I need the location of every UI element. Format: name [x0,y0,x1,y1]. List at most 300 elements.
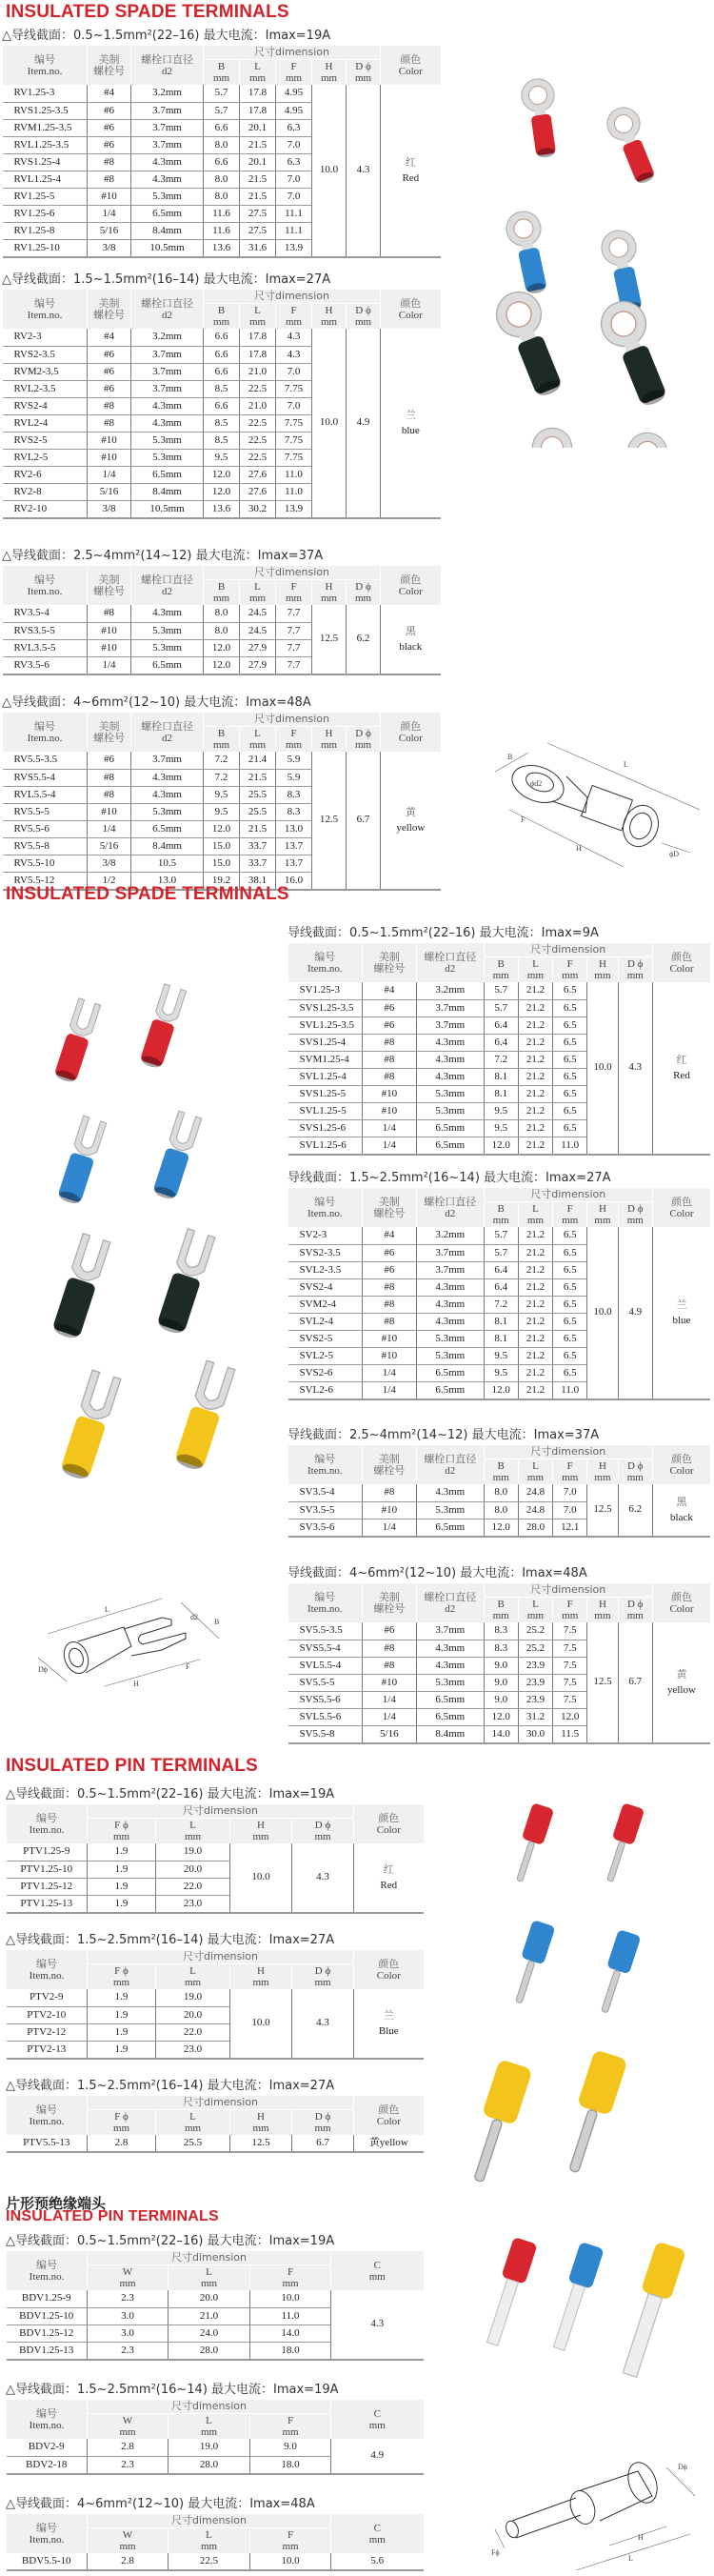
bolt-size-header: 美制 螺栓号 [88,46,131,85]
b-mm-cell: 8.0 [204,605,240,622]
item-no-cell: PTV1.25-13 [7,1895,88,1913]
bolt-size-cell: #8 [362,1051,416,1068]
d2-cell: 8.4mm [417,1725,485,1743]
l-mm-cell: 27.9 [240,639,276,656]
bolt-size-cell: 1/4 [88,466,131,483]
table-row [3,329,441,346]
item-no-cell: RV3.5-4 [3,605,88,622]
f-mm-cell: 4.3 [276,346,312,363]
f-mm-cell: 11.1 [276,222,312,239]
color-cell: 红 Red [381,85,441,257]
d2-cell: 4.3mm [417,1484,485,1501]
d2-cell: 6.5mm [131,466,204,483]
f-mm-cell: 13.7 [276,855,312,872]
d2-cell: 3.7mm [417,1016,485,1034]
l-mm-cell: 24.8 [518,1501,552,1519]
item-no-cell: PTV1.25-10 [7,1861,88,1878]
dim-l-header: L mm [156,1964,230,1990]
table-row [288,982,711,999]
dim-b-header: B mm [484,1598,518,1623]
item-no-cell: SVL2-6 [288,1381,363,1399]
svg-text:Dϕ: Dϕ [38,1665,48,1674]
l-mm-cell: 21.2 [518,1278,552,1296]
bolt-size-cell: #8 [88,605,131,622]
h-mm-cell: 10.0 [230,1843,292,1913]
item-no-cell: RVL2-5 [3,449,88,466]
h-mm-cell: 12.5 [587,1484,618,1537]
f-mm-cell: 12.1 [553,1519,587,1537]
color-header: 颜色 Color [652,1583,710,1622]
b-mm-cell: 9.5 [204,803,240,820]
item-no-cell: SV5.5-3.5 [288,1622,363,1640]
item-no-cell: RVS1.25-4 [3,153,88,171]
d2-cell: 5.3mm [131,188,204,205]
l-mm-cell: 25.5 [156,2135,230,2152]
f-mm-cell: 18.0 [250,2342,331,2360]
dim-f-header: F mm [553,957,587,983]
f-mm-cell: 4.3 [276,329,312,346]
h-mm-cell: 12.5 [312,605,347,674]
w-mm-cell: 2.8 [88,2553,169,2570]
bolt-size-cell: #8 [362,1034,416,1051]
l-mm-cell: 23.0 [156,1895,230,1913]
d2-cell: 3.7mm [131,752,204,769]
item-no-cell: SVS2-3.5 [288,1244,363,1261]
dimension-header: 尺寸dimension [484,1445,652,1459]
d2-cell: 6.5mm [131,820,204,837]
item-no-cell: RV1.25-8 [3,222,88,239]
d2-cell: 3.2mm [417,982,485,999]
bolt-size-cell: #8 [362,1068,416,1085]
item-no-cell: SVS5.5-4 [288,1640,363,1657]
f-mm-cell: 7.7 [276,639,312,656]
item-no-cell: PTV1.25-12 [7,1878,88,1895]
d2-cell: 8.4mm [131,837,204,855]
f-mm-cell: 4.95 [276,102,312,119]
color-cell: 黄 yellow [381,752,441,890]
l-mm-cell: 21.2 [518,1381,552,1399]
l-mm-cell: 25.2 [518,1640,552,1657]
svg-text:L: L [628,2554,633,2563]
b-mm-cell: 11.6 [204,222,240,239]
dim-d-header: D ϕ mm [618,957,652,983]
l-mm-cell: 20.0 [156,2006,230,2023]
item-no-cell: SVL1.25-5 [288,1102,363,1119]
dim-b-header: B mm [204,60,240,86]
l-mm-cell: 21.2 [518,1261,552,1278]
blade-section-title-cn: 片形预绝缘端头 [6,2195,107,2212]
f-mm-cell: 10.0 [250,2553,331,2570]
f-mm-cell: 2.8 [88,2135,156,2152]
item-no-cell: SVS2-4 [288,1278,363,1296]
l-mm-cell: 21.2 [518,1068,552,1085]
item-no-header: 编号 Item.no. [288,1583,363,1622]
ring-terminal-icon [504,209,554,297]
spec-table [288,1445,710,1538]
b-mm-cell: 8.3 [484,1640,518,1657]
l-mm-cell: 22.5 [240,380,276,397]
d2-cell: 3.7mm [131,136,204,153]
dim-h-header: H mm [312,580,347,606]
item-no-header: 编号 Item.no. [3,566,88,605]
b-mm-cell: 9.5 [484,1347,518,1364]
b-mm-cell: 9.0 [484,1691,518,1708]
item-no-header: 编号 Item.no. [7,1804,88,1843]
c-mm-header: C mm [331,2251,424,2290]
f-mm-cell: 7.7 [276,656,312,674]
f-mm-cell: 6.5 [553,1278,587,1296]
color-header: 颜色 Color [652,1445,710,1484]
bolt-size-cell: #8 [362,1484,416,1501]
b-mm-cell: 6.4 [484,1278,518,1296]
item-no-cell: SVS1.25-6 [288,1119,363,1137]
b-mm-cell: 6.4 [484,1261,518,1278]
l-mm-cell: 21.2 [518,1034,552,1051]
bolt-size-header: 美制 螺栓号 [362,1583,416,1622]
bolt-size-cell: #10 [88,188,131,205]
item-no-cell: RVS2-3.5 [3,346,88,363]
bolt-size-cell: 1/4 [88,820,131,837]
b-mm-cell: 7.2 [484,1296,518,1313]
spec-table [6,1804,424,1914]
b-mm-cell: 8.5 [204,380,240,397]
pin-terminal-icon [593,1929,641,2016]
spade-terminal-diagram [29,1591,238,1696]
svg-text:Dϕ: Dϕ [678,2463,687,2471]
l-mm-cell: 21.2 [518,1102,552,1119]
color-header: 颜色 Color [354,1804,424,1843]
item-no-cell: SV3.5-5 [288,1501,363,1519]
d-mm-cell: 4.3 [292,1843,354,1913]
b-mm-cell: 9.0 [484,1674,518,1691]
f-mm-cell: 13.0 [276,820,312,837]
f-mm-cell: 6.5 [553,1068,587,1085]
d2-cell: 4.3mm [131,153,204,171]
bolt-size-header: 美制 螺栓号 [362,1188,416,1227]
h-mm-cell: 12.5 [230,2135,292,2152]
item-no-cell: RVL2-4 [3,414,88,432]
dim-f-header: F mm [553,1598,587,1623]
color-cell: 兰 blue [652,1227,710,1399]
item-no-cell: PTV2-10 [7,2006,88,2023]
d2-cell: 3.7mm [417,999,485,1016]
d2-cell: 3.7mm [417,1244,485,1261]
svg-text:Fϕ: Fϕ [491,2548,500,2557]
b-mm-cell: 9.5 [484,1102,518,1119]
bolt-size-cell: #6 [88,136,131,153]
table-row [3,752,441,769]
bolt-size-cell: #4 [362,982,416,999]
item-no-cell: SVS1.25-3.5 [288,999,363,1016]
f-mm-cell: 13.7 [276,837,312,855]
f-mm-cell: 13.9 [276,500,312,518]
bolt-size-cell: 3/8 [88,239,131,257]
l-mm-cell: 28.0 [169,2456,250,2474]
color-cell: 黄yellow [354,2135,424,2152]
d2-cell: 10.5mm [131,500,204,518]
l-mm-cell: 21.0 [240,397,276,414]
bolt-size-header: 美制 螺栓号 [362,1445,416,1484]
l-mm-cell: 24.5 [240,605,276,622]
d2-cell: 3.7mm [131,346,204,363]
table-row [3,605,441,622]
b-mm-cell: 5.7 [484,1227,518,1244]
f-mm-cell: 7.0 [276,397,312,414]
f-mm-cell: 8.3 [276,803,312,820]
bolt-size-cell: #10 [362,1085,416,1102]
item-no-cell: SVM2-4 [288,1296,363,1313]
item-no-header: 编号 Item.no. [288,1188,363,1227]
l-mm-cell: 21.0 [169,2307,250,2324]
f-mm-cell: 1.9 [88,2041,156,2059]
bolt-size-cell: #8 [362,1313,416,1330]
f-mm-cell: 6.5 [553,1034,587,1051]
dimension-header: 尺寸dimension [88,2251,331,2265]
bolt-size-cell: 5/16 [88,837,131,855]
ring-terminal-icon [625,430,680,448]
d2-cell: 6.5mm [417,1381,485,1399]
b-mm-cell: 5.7 [204,85,240,102]
dim-d-header: D ϕ mm [618,1202,652,1228]
l-mm-cell: 20.0 [169,2290,250,2307]
bolt-size-cell: #10 [88,622,131,639]
spec-table [6,1950,424,2060]
f-mm-cell: 7.75 [276,449,312,466]
f-mm-cell: 4.95 [276,85,312,102]
dim-l-header: L mm [518,1598,552,1623]
item-no-cell: RV2-8 [3,483,88,500]
item-no-cell: SV2-3 [288,1227,363,1244]
item-no-cell: SV1.25-3 [288,982,363,999]
f-mm-cell: 1.9 [88,1878,156,1895]
item-no-cell: RV1.25-3 [3,85,88,102]
spec-table [6,2400,424,2475]
l-mm-cell: 17.8 [240,102,276,119]
item-no-cell: SV5.5-5 [288,1674,363,1691]
d2-cell: 4.3mm [417,1051,485,1068]
wire-spec-label: 导线截面：2.5~4mm²(14~12) 最大电流：Imax=37A [288,1428,600,1442]
item-no-cell: RV5.5-3.5 [3,752,88,769]
l-mm-cell: 27.6 [240,466,276,483]
bolt-size-cell: 1/4 [362,1691,416,1708]
b-mm-cell: 12.0 [484,1137,518,1155]
f-mm-cell: 7.0 [276,188,312,205]
b-mm-cell: 6.4 [484,1034,518,1051]
item-no-cell: RV3.5-6 [3,656,88,674]
bolt-size-cell: 1/4 [88,656,131,674]
bolt-size-cell: #6 [362,999,416,1016]
table-row [288,1484,711,1501]
f-mm-cell: 6.5 [553,982,587,999]
l-mm-cell: 21.2 [518,1016,552,1034]
bolt-size-cell: #4 [88,85,131,102]
d2-cell: 3.7mm [131,363,204,380]
b-mm-cell: 11.6 [204,205,240,222]
dim-h-header: H mm [312,727,347,753]
blade-terminal-icon [547,2242,605,2352]
dim-b-header: B mm [484,1202,518,1228]
b-mm-cell: 15.0 [204,855,240,872]
f-mm-cell: 10.0 [250,2290,331,2307]
d2-cell: 4.3mm [417,1068,485,1085]
f-mm-cell: 11.0 [276,466,312,483]
f-mm-cell: 7.0 [553,1484,587,1501]
dim-d-header: D ϕ mm [347,60,381,86]
spec-table [288,1188,710,1400]
bolt-size-cell: #8 [88,414,131,432]
item-no-cell: RV1.25-5 [3,188,88,205]
item-no-cell: BDV1.25-9 [7,2290,88,2307]
spec-table [288,943,710,1156]
table-row [288,1622,711,1640]
bolt-size-cell: #10 [362,1330,416,1347]
d2-cell: 4.3mm [131,397,204,414]
d2-header: 螺栓口直径 d2 [131,290,204,329]
table-row [7,2135,424,2152]
spade-terminals-photo [14,943,262,1515]
dim-d-header: D ϕ mm [347,727,381,753]
bolt-size-cell: 1/4 [362,1381,416,1399]
item-no-cell: RVS2-5 [3,432,88,449]
pin-terminal-icon [557,2049,627,2177]
d-mm-cell: 6.2 [347,605,381,674]
l-mm-cell: 24.0 [169,2324,250,2342]
dim-f-header: F mm [250,2528,331,2554]
item-no-cell: RV5.5-8 [3,837,88,855]
dimension-header: 尺寸dimension [204,290,381,304]
f-mm-cell: 6.5 [553,1261,587,1278]
b-mm-cell: 12.0 [204,639,240,656]
d2-cell: 3.7mm [417,1622,485,1640]
bolt-size-cell: #8 [88,153,131,171]
f-mm-cell: 7.5 [553,1674,587,1691]
color-cell: 兰 blue [381,329,441,518]
f-mm-cell: 7.75 [276,432,312,449]
table-row [7,2439,424,2456]
f-mm-cell: 6.5 [553,999,587,1016]
d-mm-cell: 6.7 [347,752,381,890]
dim-h-header: H mm [587,957,618,983]
h-mm-cell: 10.0 [587,982,618,1155]
item-no-cell: RV1.25-6 [3,205,88,222]
item-no-cell: RV5.5-5 [3,803,88,820]
bolt-size-cell: #8 [362,1640,416,1657]
l-mm-cell: 22.0 [156,1878,230,1895]
bolt-size-cell: #6 [88,363,131,380]
d2-cell: 6.5mm [131,205,204,222]
color-header: 颜色 Color [381,713,441,752]
bolt-size-cell: #6 [362,1261,416,1278]
d2-header: 螺栓口直径 d2 [417,943,485,982]
l-mm-cell: 24.5 [240,622,276,639]
table-row [288,1227,711,1244]
d2-cell: 6.5mm [417,1691,485,1708]
f-mm-cell: 1.9 [88,1843,156,1861]
item-no-cell: RVL3.5-5 [3,639,88,656]
d2-cell: 10.5 [131,855,204,872]
color-header: 颜色 Color [354,1950,424,1989]
f-mm-cell: 7.5 [553,1622,587,1640]
h-mm-cell: 10.0 [312,85,347,257]
dim-f-header: F mm [276,304,312,330]
wire-spec-label: 导线截面：4~6mm²(12~10) 最大电流：Imax=48A [288,1566,587,1580]
l-mm-cell: 33.7 [240,837,276,855]
ring-terminals-photo [447,48,714,448]
dim-h-header: H mm [587,1598,618,1623]
wire-spec-label: △导线截面：1.5~2.5mm²(16~14) 最大电流：Imax=19A [6,2383,339,2397]
item-no-cell: SVS5.5-6 [288,1691,363,1708]
b-mm-cell: 9.5 [484,1119,518,1137]
l-mm-cell: 31.6 [240,239,276,257]
color-cell: 黑 black [381,605,441,674]
f-mm-cell: 5.9 [276,752,312,769]
wire-spec-label: △导线截面：0.5~1.5mm²(22–16) 最大电流：Imax=19A [6,1787,335,1801]
b-mm-cell: 12.0 [204,656,240,674]
b-mm-cell: 7.2 [204,769,240,786]
d2-cell: 4.3mm [417,1313,485,1330]
b-mm-cell: 8.1 [484,1068,518,1085]
dim-f-header: F mm [250,2414,331,2440]
d2-cell: 5.3mm [417,1330,485,1347]
bolt-size-cell: #10 [362,1501,416,1519]
dim-h-header: H mm [230,2110,292,2136]
l-mm-cell: 21.2 [518,1364,552,1381]
d2-cell: 5.3mm [417,1102,485,1119]
spade-section-title: INSULATED SPADE TERMINALS [6,884,289,904]
dimension-header: 尺寸dimension [484,1188,652,1202]
d-mm-cell: 4.3 [347,85,381,257]
l-mm-cell: 30.2 [240,500,276,518]
bolt-size-cell: #6 [88,380,131,397]
f-mm-cell: 6.5 [553,1313,587,1330]
item-no-cell: BDV1.25-10 [7,2307,88,2324]
f-mm-cell: 7.75 [276,414,312,432]
pin-terminals-photo [447,1801,714,2182]
l-mm-cell: 25.5 [240,786,276,803]
f-mm-cell: 1.9 [88,1861,156,1878]
d2-cell: 4.3mm [417,1640,485,1657]
f-mm-cell: 7.7 [276,605,312,622]
d2-header: 螺栓口直径 d2 [417,1445,485,1484]
dim-l-header: L mm [156,2110,230,2136]
f-mm-cell: 5.9 [276,769,312,786]
bolt-size-cell: #8 [88,786,131,803]
dim-h-header: H mm [230,1964,292,1990]
dimension-header: 尺寸dimension [204,566,381,580]
dim-l-header: L mm [240,580,276,606]
l-mm-cell: 17.8 [240,346,276,363]
d2-cell: 5.3mm [417,1674,485,1691]
spade-terminal-icon [152,1111,202,1201]
bolt-size-cell: #8 [88,769,131,786]
item-no-header: 编号 Item.no. [3,46,88,85]
f-mm-cell: 6.3 [276,153,312,171]
item-no-header: 编号 Item.no. [3,290,88,329]
dim-d-header: D ϕ mm [347,580,381,606]
item-no-cell: SVL2-5 [288,1347,363,1364]
b-mm-cell: 7.2 [204,752,240,769]
f-mm-cell: 7.5 [553,1657,587,1674]
w-mm-cell: 2.3 [88,2342,169,2360]
item-no-header: 编号 Item.no. [288,1445,363,1484]
dim-d-header: D ϕ mm [292,1819,354,1844]
f-mm-cell: 6.5 [553,1119,587,1137]
svg-text:H: H [638,2533,644,2542]
l-mm-cell: 21.2 [518,1296,552,1313]
d2-header: 螺栓口直径 d2 [131,46,204,85]
l-mm-cell: 27.9 [240,656,276,674]
f-mm-cell: 9.0 [250,2439,331,2456]
